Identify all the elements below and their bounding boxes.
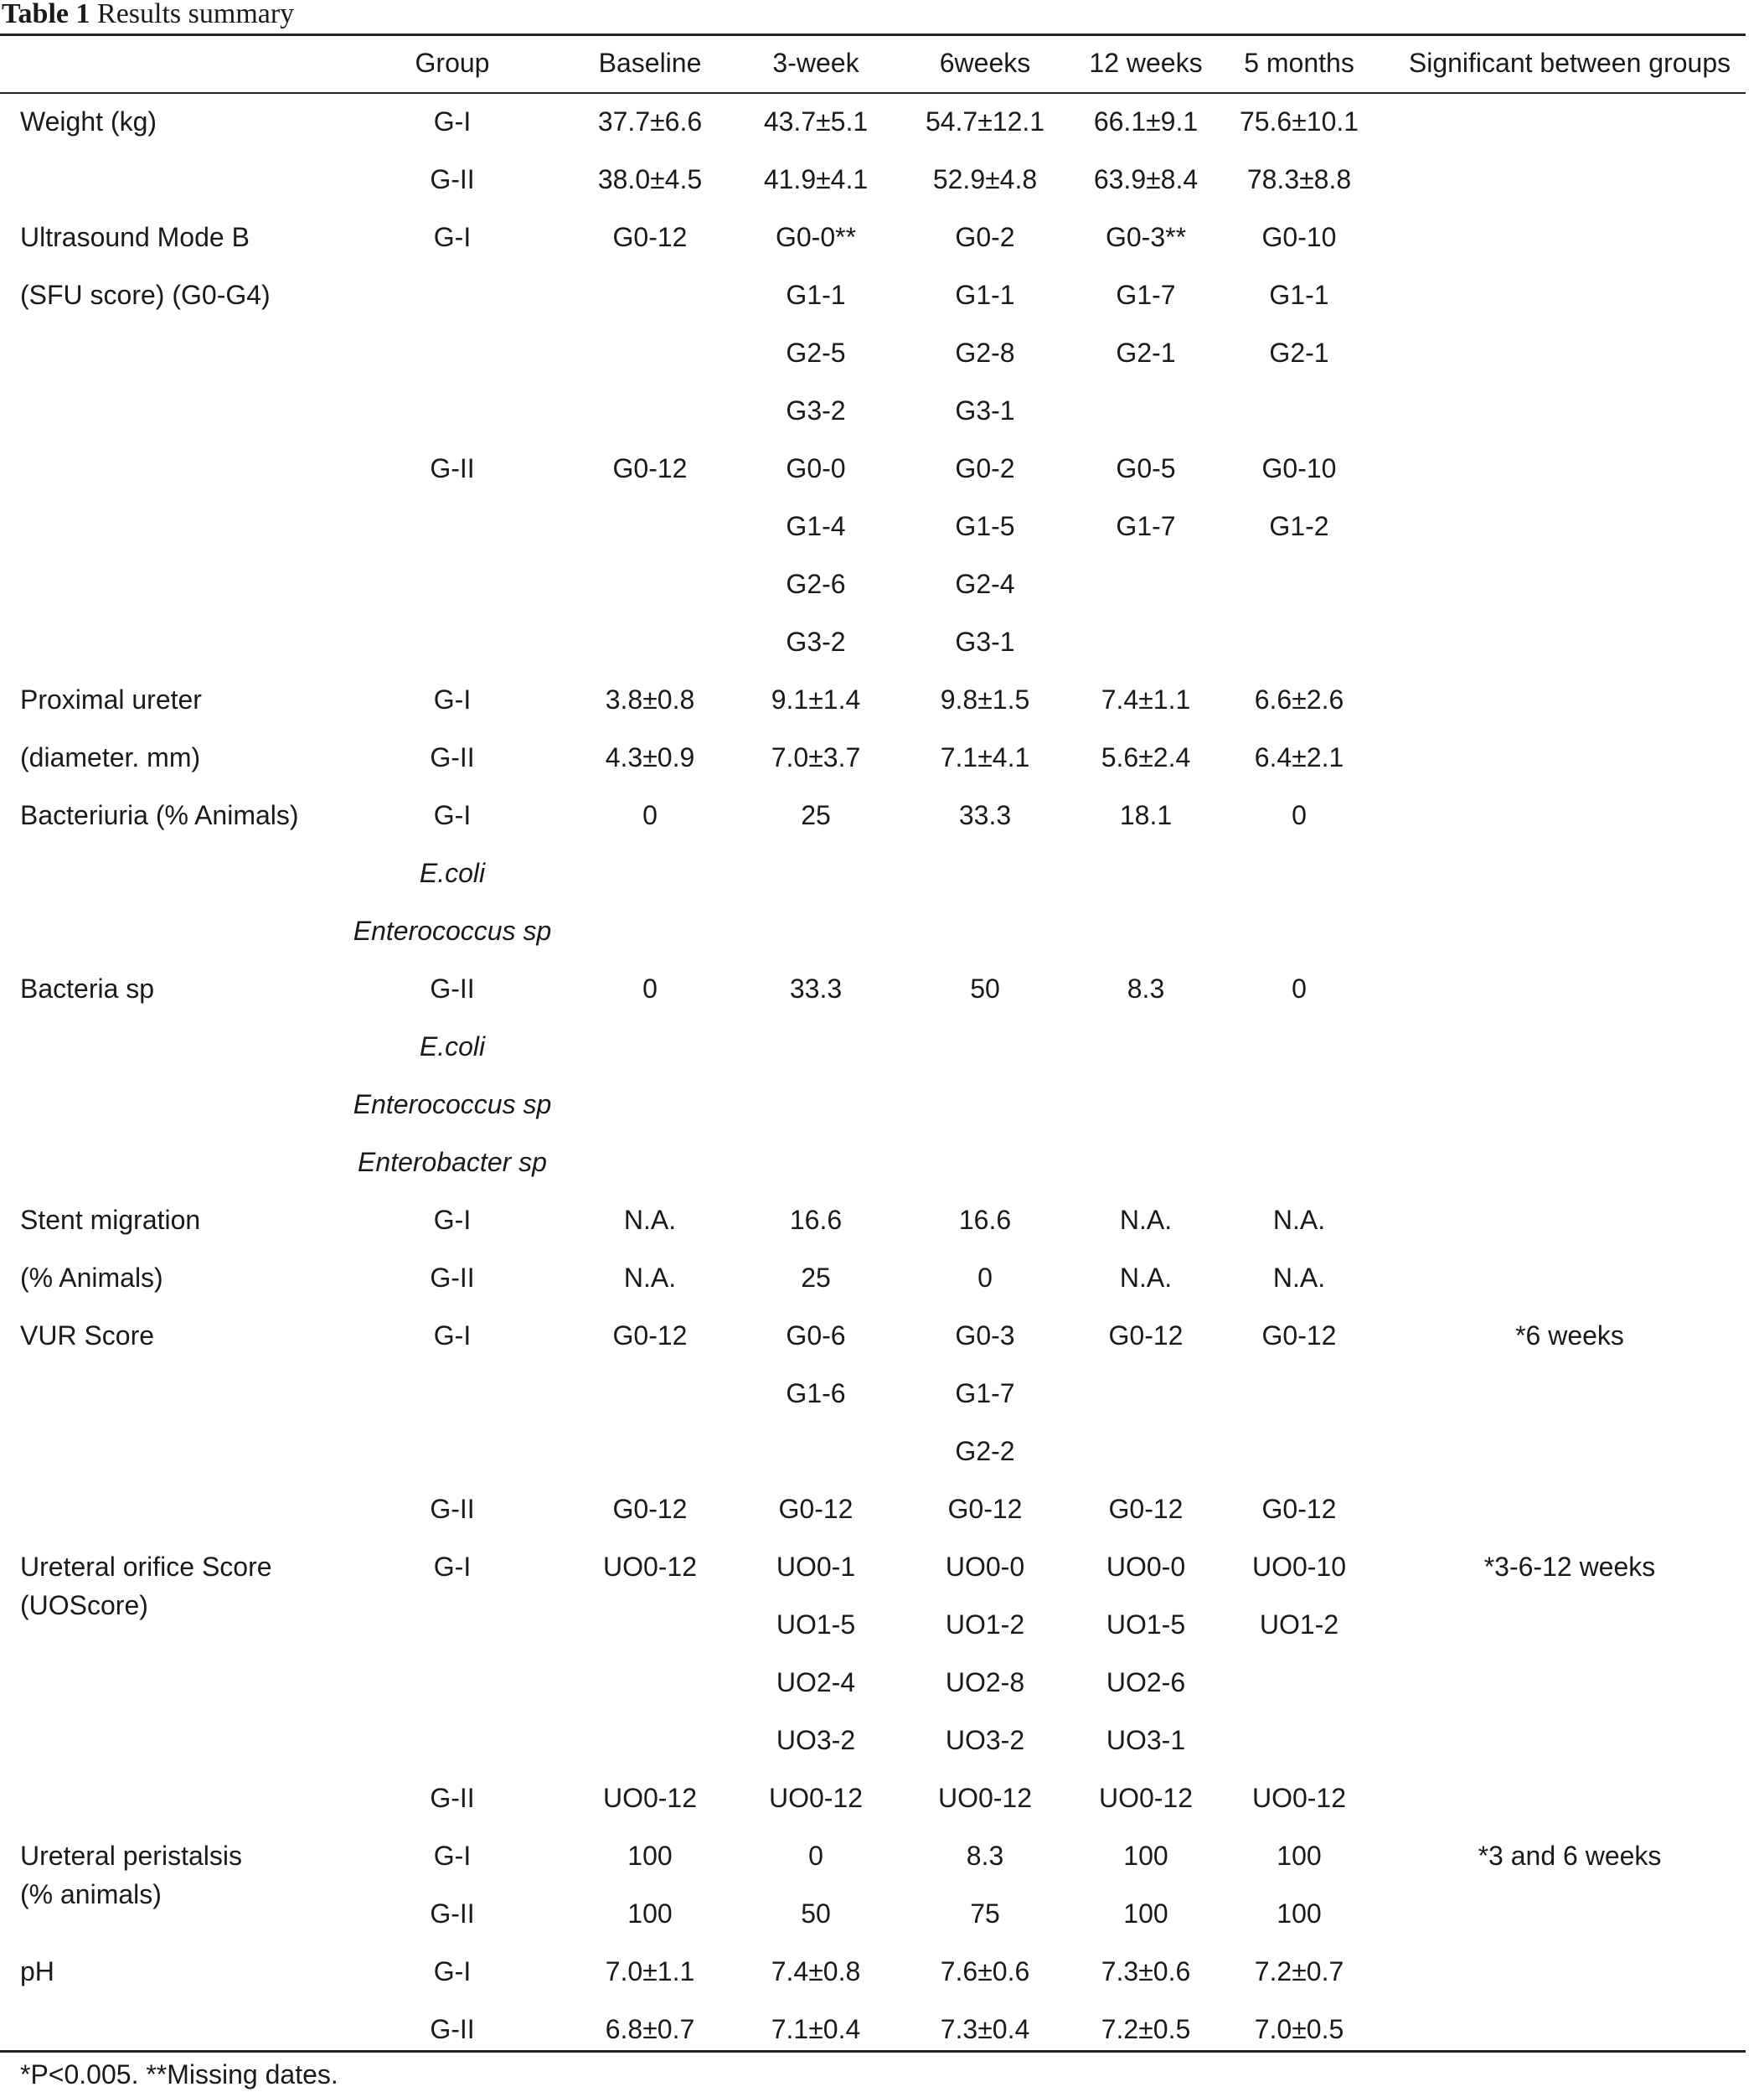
table-cell-month5: N.A. xyxy=(1272,1263,1326,1293)
table-cell-week3: UO2-4 xyxy=(776,1667,856,1697)
table-cell-baseline: 37.7±6.6 xyxy=(597,106,703,137)
table-cell-week6: 75 xyxy=(970,1898,1000,1929)
table-cell-month5: 7.0±0.5 xyxy=(1254,2014,1344,2044)
table-cell-baseline: N.A. xyxy=(623,1263,677,1293)
table-cell-week12: UO0-0 xyxy=(1106,1552,1186,1582)
table-cell-week3: UO1-5 xyxy=(776,1609,856,1640)
table-cell-group: G-I xyxy=(433,1205,472,1235)
table-cell-week6: UO0-0 xyxy=(945,1552,1025,1582)
table-cell-week3: 41.9±4.1 xyxy=(763,164,869,194)
table-cell-month5: UO0-10 xyxy=(1251,1552,1347,1582)
table-cell-week6: G0-2 xyxy=(955,222,1015,252)
table-cell-group: G-I xyxy=(433,106,472,137)
table-cell-week12: G0-5 xyxy=(1116,453,1176,483)
table-cell-month5: G0-10 xyxy=(1261,222,1337,252)
table-cell-group: G-I xyxy=(433,684,472,715)
table-cell-label: Bacteriuria (% Animals) xyxy=(20,800,299,830)
table-cell-week6: 33.3 xyxy=(958,800,1012,830)
table-cell-week12: G0-12 xyxy=(1108,1494,1184,1524)
table-cell-significance: *6 weeks xyxy=(1515,1320,1624,1351)
table-cell-group: G-I xyxy=(433,1956,472,1986)
table-cell-label: VUR Score xyxy=(20,1320,155,1351)
table-cell-week3: 16.6 xyxy=(789,1205,843,1235)
table-cell-week3: UO0-12 xyxy=(768,1783,864,1813)
table-cell-group: G-II xyxy=(430,742,475,772)
table-cell-week12: N.A. xyxy=(1119,1205,1173,1235)
table-cell-week3: G1-1 xyxy=(786,280,846,310)
table-cell-baseline: 7.0±1.1 xyxy=(605,1956,695,1986)
bottom-rule xyxy=(0,2050,1746,2053)
table-cell-group: Enterobacter sp xyxy=(358,1147,547,1177)
table-cell-label: pH xyxy=(20,1956,54,1986)
table-cell-week6: G0-2 xyxy=(955,453,1015,483)
table-cell-week6: 54.7±12.1 xyxy=(925,106,1045,137)
table-cell-group: G-II xyxy=(430,1263,475,1293)
table-cell-week6: G0-3 xyxy=(955,1320,1015,1351)
table-cell-baseline: 100 xyxy=(627,1841,673,1871)
header-rule xyxy=(0,92,1746,94)
top-rule xyxy=(0,34,1746,36)
table-cell-week6: G1-5 xyxy=(955,511,1015,541)
table-cell-week6: 8.3 xyxy=(966,1841,1004,1871)
table-cell-month5: 0 xyxy=(1292,974,1307,1004)
table-cell-label: (diameter. mm) xyxy=(20,742,201,772)
table-cell-week3: 25 xyxy=(801,1263,831,1293)
table-cell-week12: 7.3±0.6 xyxy=(1101,1956,1191,1986)
table-cell-baseline: G0-12 xyxy=(612,453,688,483)
table-cell-label: Ultrasound Mode B xyxy=(20,222,250,252)
table-cell-month5: 100 xyxy=(1277,1841,1322,1871)
table-cell-week12: UO0-12 xyxy=(1098,1783,1194,1813)
table-cell-baseline: UO0-12 xyxy=(602,1552,698,1582)
table-cell-label: Ureteral orifice Score xyxy=(20,1552,272,1582)
table-cell-week3: G2-6 xyxy=(786,569,846,599)
table-cell-label: (% Animals) xyxy=(20,1263,163,1293)
table-cell-week6: 7.3±0.4 xyxy=(940,2014,1030,2044)
table-cell-group: Enterococcus sp xyxy=(353,1089,552,1119)
table-cell-week6: UO1-2 xyxy=(945,1609,1025,1640)
table-cell-month5: G0-12 xyxy=(1261,1494,1337,1524)
table-cell-week3: 43.7±5.1 xyxy=(763,106,869,137)
table-cell-week12: G2-1 xyxy=(1116,338,1176,368)
table-cell-month5: 100 xyxy=(1277,1898,1322,1929)
row-label-continuation: (% animals) xyxy=(20,1879,162,1909)
table-cell-week3: G3-2 xyxy=(786,627,846,657)
table-cell-week3: G0-6 xyxy=(786,1320,846,1351)
table-cell-week3: 7.4±0.8 xyxy=(771,1956,861,1986)
table-cell-week3: G0-12 xyxy=(778,1494,854,1524)
table-cell-week3: G1-4 xyxy=(786,511,846,541)
table-caption xyxy=(2,0,294,28)
table-cell-group: G-I xyxy=(433,1552,472,1582)
table-cell-significance: *3 and 6 weeks xyxy=(1478,1841,1662,1871)
table-cell-week12: 18.1 xyxy=(1119,800,1173,830)
column-header-significance: Significant between groups xyxy=(1408,48,1731,78)
table-cell-week3: 9.1±1.4 xyxy=(771,684,861,715)
table-cell-baseline: G0-12 xyxy=(612,1320,688,1351)
table-cell-week6: G0-12 xyxy=(947,1494,1023,1524)
table-cell-label: (SFU score) (G0-G4) xyxy=(20,280,271,310)
table-cell-week6: G2-2 xyxy=(955,1436,1015,1466)
table-cell-week3: 7.0±3.7 xyxy=(771,742,861,772)
table-cell-baseline: 38.0±4.5 xyxy=(597,164,703,194)
table-cell-baseline: 3.8±0.8 xyxy=(605,684,695,715)
table-cell-month5: 0 xyxy=(1292,800,1307,830)
table-cell-week6: UO3-2 xyxy=(945,1725,1025,1755)
table-cell-month5: 75.6±10.1 xyxy=(1239,106,1359,137)
table-cell-month5: G1-1 xyxy=(1269,280,1329,310)
table-cell-month5: G0-12 xyxy=(1261,1320,1337,1351)
table-cell-week12: G0-3** xyxy=(1105,222,1187,252)
table-cell-month5: 6.6±2.6 xyxy=(1254,684,1344,715)
table-cell-week12: 66.1±9.1 xyxy=(1093,106,1199,137)
table-cell-week6: G3-1 xyxy=(955,627,1015,657)
table-cell-baseline: N.A. xyxy=(623,1205,677,1235)
table-cell-group: G-I xyxy=(433,800,472,830)
table-cell-label: Ureteral peristalsis xyxy=(20,1841,242,1871)
table-cell-week12: N.A. xyxy=(1119,1263,1173,1293)
table-cell-week6: 7.6±0.6 xyxy=(940,1956,1030,1986)
table-label: Table 1 xyxy=(2,0,90,29)
table-cell-week6: 0 xyxy=(977,1263,993,1293)
table-cell-week3: 25 xyxy=(801,800,831,830)
table-cell-week12: 7.2±0.5 xyxy=(1101,2014,1191,2044)
table-cell-baseline: G0-12 xyxy=(612,1494,688,1524)
table-cell-significance: *3-6-12 weeks xyxy=(1483,1552,1656,1582)
table-cell-month5: G0-10 xyxy=(1261,453,1337,483)
column-header-week12: 12 weeks xyxy=(1089,48,1203,78)
table-cell-week12: G1-7 xyxy=(1116,511,1176,541)
column-header-group: Group xyxy=(415,48,490,78)
column-header-week6: 6weeks xyxy=(939,48,1031,78)
table-cell-baseline: 6.8±0.7 xyxy=(605,2014,695,2044)
table-cell-week12: 63.9±8.4 xyxy=(1093,164,1199,194)
table-cell-baseline: 4.3±0.9 xyxy=(605,742,695,772)
table-cell-week12: 100 xyxy=(1123,1841,1168,1871)
table-cell-week6: G1-7 xyxy=(955,1378,1015,1408)
table-cell-label: Proximal ureter xyxy=(20,684,202,715)
table-cell-week6: 9.8±1.5 xyxy=(940,684,1030,715)
column-header-week3: 3-week xyxy=(772,48,859,78)
table-cell-month5: UO1-2 xyxy=(1259,1609,1339,1640)
table-cell-week6: G1-1 xyxy=(955,280,1015,310)
table-cell-week6: 52.9±4.8 xyxy=(932,164,1038,194)
table-cell-group: G-II xyxy=(430,453,475,483)
table-cell-month5: 78.3±8.8 xyxy=(1246,164,1352,194)
table-cell-group: E.coli xyxy=(419,1031,486,1061)
table-cell-week12: G1-7 xyxy=(1116,280,1176,310)
table-cell-week3: UO0-1 xyxy=(776,1552,856,1582)
table-cell-week6: UO2-8 xyxy=(945,1667,1025,1697)
table-cell-group: G-I xyxy=(433,222,472,252)
table-cell-week12: UO2-6 xyxy=(1106,1667,1186,1697)
table-cell-week12: 5.6±2.4 xyxy=(1101,742,1191,772)
table-cell-group: G-II xyxy=(430,2014,475,2044)
table-cell-group: Enterococcus sp xyxy=(353,916,552,946)
table-cell-week3: G0-0 xyxy=(786,453,846,483)
table-cell-week3: 7.1±0.4 xyxy=(771,2014,861,2044)
table-footnote: *P<0.005. **Missing dates. xyxy=(20,2059,338,2089)
table-cell-month5: 6.4±2.1 xyxy=(1254,742,1344,772)
table-cell-month5: G2-1 xyxy=(1269,338,1329,368)
table-cell-group: G-I xyxy=(433,1320,472,1351)
table-cell-week12: 8.3 xyxy=(1127,974,1165,1004)
table-cell-week12: UO1-5 xyxy=(1106,1609,1186,1640)
table-title: Results summary xyxy=(97,0,295,29)
table-cell-week3: UO3-2 xyxy=(776,1725,856,1755)
table-cell-week3: G0-0** xyxy=(775,222,857,252)
table-cell-week12: UO3-1 xyxy=(1106,1725,1186,1755)
table-cell-week6: G2-8 xyxy=(955,338,1015,368)
table-cell-month5: 7.2±0.7 xyxy=(1254,1956,1344,1986)
table-cell-week12: 7.4±1.1 xyxy=(1101,684,1191,715)
table-cell-week3: G3-2 xyxy=(786,395,846,426)
row-label-continuation: (UOScore) xyxy=(20,1590,148,1620)
table-cell-week6: UO0-12 xyxy=(937,1783,1033,1813)
table-cell-group: G-II xyxy=(430,1783,475,1813)
table-cell-week12: G0-12 xyxy=(1108,1320,1184,1351)
table-cell-group: E.coli xyxy=(419,858,486,888)
table-cell-week6: 7.1±4.1 xyxy=(940,742,1030,772)
table-cell-label: Bacteria sp xyxy=(20,974,155,1004)
table-cell-group: G-II xyxy=(430,974,475,1004)
table-cell-week6: 16.6 xyxy=(958,1205,1012,1235)
table-cell-week3: 0 xyxy=(808,1841,823,1871)
table-cell-week3: G2-5 xyxy=(786,338,846,368)
table-cell-group: G-I xyxy=(433,1841,472,1871)
table-cell-week3: G1-6 xyxy=(786,1378,846,1408)
table-cell-baseline: G0-12 xyxy=(612,222,688,252)
table-cell-group: G-II xyxy=(430,1494,475,1524)
table-cell-baseline: 0 xyxy=(642,800,658,830)
table-cell-week6: G3-1 xyxy=(955,395,1015,426)
table-cell-week3: 50 xyxy=(801,1898,831,1929)
column-header-month5: 5 months xyxy=(1244,48,1354,78)
table-cell-label: Weight (kg) xyxy=(20,106,157,137)
table-cell-group: G-II xyxy=(430,1898,475,1929)
table-cell-week3: 33.3 xyxy=(789,974,843,1004)
table-cell-month5: N.A. xyxy=(1272,1205,1326,1235)
table-cell-baseline: 100 xyxy=(627,1898,673,1929)
column-header-baseline: Baseline xyxy=(598,48,702,78)
table-cell-week6: 50 xyxy=(970,974,1000,1004)
table-cell-month5: UO0-12 xyxy=(1251,1783,1347,1813)
table-cell-week6: G2-4 xyxy=(955,569,1015,599)
table-cell-label: Stent migration xyxy=(20,1205,201,1235)
table-cell-baseline: 0 xyxy=(642,974,658,1004)
table-cell-month5: G1-2 xyxy=(1269,511,1329,541)
table-cell-group: G-II xyxy=(430,164,475,194)
table-cell-baseline: UO0-12 xyxy=(602,1783,698,1813)
table-cell-week12: 100 xyxy=(1123,1898,1168,1929)
